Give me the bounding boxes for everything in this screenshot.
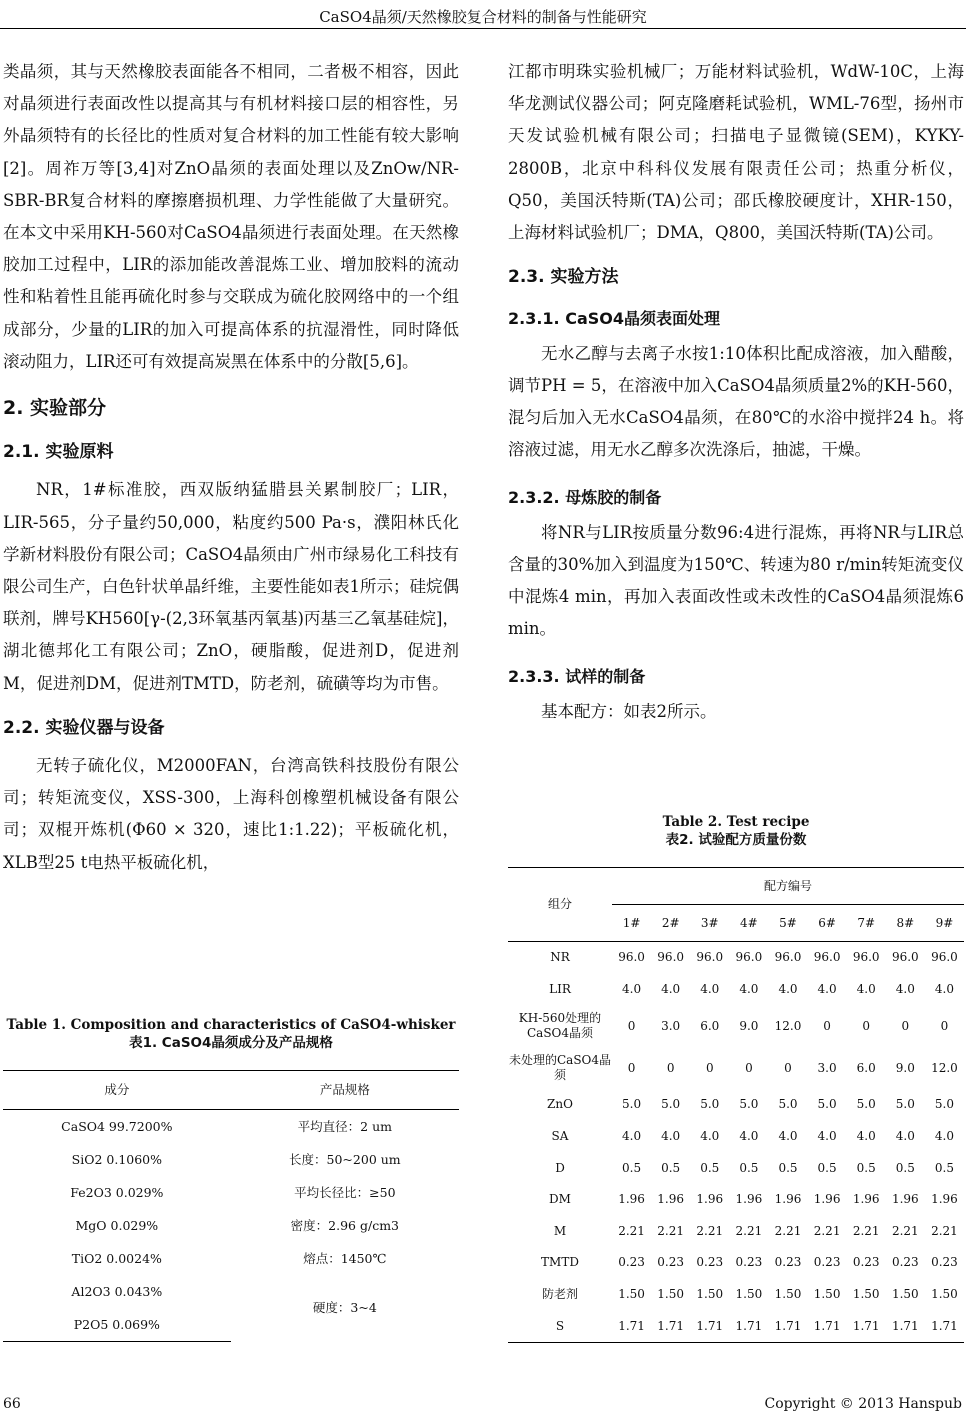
table-2-cell: 4.0	[661, 1129, 681, 1144]
right-column	[508, 56, 964, 728]
table-2-cell: 0.5	[700, 1160, 720, 1175]
table-row	[508, 1216, 964, 1248]
table-2-cell: 1.96	[657, 1192, 685, 1207]
table-2-cell: 1.96	[931, 1192, 958, 1207]
table-2-cell: 0.23	[657, 1255, 685, 1270]
table-1-cell: 熔点：1450℃	[303, 1250, 387, 1266]
table-2-cell: 0	[627, 1060, 636, 1075]
table-2-column-header: 9#	[925, 905, 964, 942]
table-2-cell: 0	[745, 1060, 753, 1075]
table-2-cell: 4.0	[934, 981, 954, 996]
table-2-row-label: SA	[551, 1129, 569, 1144]
table-row	[508, 1121, 964, 1153]
equipment-paragraph: 无转子硫化仪，M2000FAN，台湾高铁科技股份有限公司；转矩流变仪，XSS-300，上海科创橡塑机械设备有限公司；双棍开炼机(Φ60 × 320，速比1:1.22)；平板硫化机，XLB型25 t电热平板硫化机，	[3, 756, 459, 872]
table-2-cell: 2.21	[813, 1223, 841, 1238]
table-2-cell: 4.0	[661, 981, 681, 996]
table-2-row-label: 防老剂	[541, 1287, 578, 1302]
table-2-cell: 1.96	[813, 1192, 841, 1207]
table-2-row-label: DM	[549, 1192, 571, 1207]
table-2-cell: 4.0	[934, 1129, 954, 1144]
table-2-cell: 3.0	[817, 1060, 837, 1075]
table-2-cell: 1.50	[618, 1287, 645, 1302]
table-2-cell: 4.0	[817, 1129, 837, 1144]
table-2-cell: 2.21	[852, 1223, 880, 1238]
table-1-cell: 平均直径：2 um	[297, 1118, 393, 1134]
materials-paragraph: NR，1#标准胶，西双版纳猛腊县关累制胶厂；LIR，LIR-565，分子量约50,000，粘度约500 Pa·s，濮阳林氏化学新材料股份有限公司；CaSO4晶须由广州市绿易化工科技有限公司生产，白色针状单晶纤维，主要性能如表1所示；硅烷偶联剂，牌号KH560[γ-(2,3环氧基丙氧基)丙基三乙氧基硅烷]，湖北德邦化工有限公司；ZnO，硬脂酸，促进剂D，促进剂M，促进剂DM，促进剂TMTD，防老剂，硫磺等均为市售。	[3, 480, 459, 693]
table-1-cell: SiO2 0.1060%	[71, 1151, 163, 1167]
table-1-caption-en: Table 1. Composition and characteristics of CaSO4-whisker	[6, 1017, 456, 1033]
table-2-cell: 5.0	[895, 1097, 915, 1112]
table-1-header: 产品规格	[231, 1071, 459, 1110]
table-2-cell: 5.0	[739, 1097, 759, 1112]
table-2-cell: 0.23	[852, 1255, 880, 1270]
table-2-row-label: TMTD	[541, 1255, 579, 1270]
table-2-caption-cn: 表2. 试验配方质量份数	[665, 832, 807, 848]
table-2-cell: 1.71	[925, 1310, 964, 1342]
table-2-cell: 1.96	[891, 1192, 919, 1207]
table-2-cell: 96.0	[852, 950, 880, 965]
table-2-cell: 4.0	[856, 981, 876, 996]
table-1-cell: 平均长径比：≥50	[294, 1184, 396, 1200]
table-2-cell: 5.0	[817, 1097, 837, 1112]
table-row	[508, 1089, 964, 1121]
table-row	[508, 1279, 964, 1311]
table-2-cell: 4.0	[622, 981, 642, 996]
table-2-cell: 0.23	[696, 1255, 724, 1270]
section-2-2-heading: 2.2. 实验仪器与设备	[3, 717, 165, 738]
table-2-cell: 0.5	[778, 1160, 798, 1175]
table-2-cell: 96.0	[657, 950, 685, 965]
table-2-row-label: ZnO	[547, 1097, 573, 1112]
section-2-1-heading: 2.1. 实验原料	[3, 442, 114, 463]
table-2-cell: 1.50	[931, 1287, 958, 1302]
table-2-column-header: 5#	[768, 905, 807, 942]
table-2-cell: 0	[862, 1018, 871, 1033]
table-2-cell: 1.96	[696, 1192, 724, 1207]
table-2-cell: 0.5	[817, 1160, 837, 1175]
table-2-column-header: 4#	[729, 905, 768, 942]
table-2-cell: 1.50	[696, 1287, 724, 1302]
table-2-cell: 5.0	[622, 1097, 642, 1112]
table-2-column-header: 2#	[651, 905, 690, 942]
table-2-cell: 1.71	[690, 1310, 729, 1342]
table-2-cell: 0.23	[931, 1255, 958, 1270]
table-1-cell: CaSO4 99.7200%	[61, 1118, 173, 1134]
table-1-cell: 密度：2.96 g/cm3	[290, 1217, 399, 1233]
table-2-cell: 4.0	[739, 981, 759, 996]
table-row	[508, 942, 964, 974]
table-2-cell: 1.71	[808, 1310, 847, 1342]
table-1-cell: TiO2 0.0024%	[71, 1250, 162, 1266]
table-2-cell: 4.0	[778, 981, 798, 996]
table-2-cell: 1.96	[618, 1192, 645, 1207]
table-2-cell: 96.0	[813, 950, 841, 965]
table-2-cell: 2.21	[774, 1223, 802, 1238]
table-row	[508, 1005, 964, 1047]
table-row	[508, 1152, 964, 1184]
table-2-cell: 6.0	[700, 1018, 720, 1033]
table-2	[508, 813, 964, 1343]
table-2-cell: 0.5	[934, 1160, 954, 1175]
table-2-cell: 0.23	[735, 1255, 763, 1270]
table-2-cell: 4.0	[739, 1129, 759, 1144]
running-header: CaSO4晶须/天然橡胶复合材料的制备与性能研究	[319, 8, 647, 26]
table-2-cell: 2.21	[891, 1223, 919, 1238]
table-1	[3, 1016, 459, 1342]
table-2-cell: 1.71	[768, 1310, 807, 1342]
table-2-column-header: 6#	[808, 905, 847, 942]
table-2-cell: 2.21	[618, 1223, 645, 1238]
table-2-cell: 4.0	[700, 981, 720, 996]
table-2-cell: 3.0	[661, 1018, 681, 1033]
table-1-cell: Fe2O3 0.029%	[70, 1184, 164, 1200]
copyright: Copyright © 2013 Hanspub	[764, 1396, 962, 1412]
sample-prep-paragraph: 基本配方：如表2所示。	[541, 701, 717, 721]
table-2-cell: 1.50	[891, 1287, 919, 1302]
table-2-column-header: 7#	[847, 905, 886, 942]
table-2-cell: 9.0	[895, 1060, 915, 1075]
table-2-row-label: KH-560处理的CaSO4晶须	[518, 1011, 602, 1041]
table-2-cell: 0	[627, 1018, 636, 1033]
left-column	[3, 56, 459, 879]
table-2-row-label: 未处理的CaSO4晶须	[508, 1053, 612, 1083]
table-2-cell: 6.0	[856, 1060, 876, 1075]
table-2-cell: 1.71	[729, 1310, 768, 1342]
table-2-cell: 0.23	[774, 1255, 802, 1270]
table-2-cell: 2.21	[696, 1223, 724, 1238]
table-1-cell: Al2O3 0.043%	[71, 1283, 163, 1299]
table-1-caption-cn: 表1. CaSO4晶须成分及产品规格	[129, 1035, 333, 1051]
table-2-cell: 5.0	[856, 1097, 876, 1112]
table-2-cell: 0.5	[856, 1160, 876, 1175]
masterbatch-paragraph: 将NR与LIR按质量分数96:4进行混炼，再将NR与LIR总含量的30%加入到温度为150℃、转速为80 r/min转矩流变仪中混炼4 min，再加入表面改性或未改性的CaSO4晶须混炼6 min。	[508, 522, 964, 639]
table-2-cell: 0.23	[813, 1255, 841, 1270]
table-2-cell: 1.50	[813, 1287, 841, 1302]
table-2-cell: 5.0	[778, 1097, 798, 1112]
table-2-cell: 0.23	[891, 1255, 919, 1270]
table-2-cell: 1.50	[774, 1287, 802, 1302]
table-2-cell: 12.0	[931, 1060, 958, 1075]
table-2-cell: 1.50	[735, 1287, 763, 1302]
table-2-column-header: 1#	[612, 905, 651, 942]
page-number: 66	[3, 1396, 21, 1412]
table-2-cell: 96.0	[735, 950, 763, 965]
table-2-cell: 0	[940, 1018, 949, 1033]
section-2-3-3-heading: 2.3.3. 试样的制备	[508, 667, 646, 687]
table-2-row-label: D	[555, 1160, 565, 1175]
table-1-cell: P2O5 0.069%	[3, 1308, 231, 1342]
table-2-cell: 2.21	[657, 1223, 685, 1238]
table-2-cell: 1.71	[612, 1310, 651, 1342]
table-2-cell: 96.0	[618, 950, 645, 965]
table-2-cell: 5.0	[700, 1097, 720, 1112]
table-row	[508, 1184, 964, 1216]
table-1-cell: 硬度：3~4	[312, 1300, 377, 1316]
section-2-3-2-heading: 2.3.2. 母炼胶的制备	[508, 488, 662, 508]
table-2-cell: 0.5	[895, 1160, 915, 1175]
table-2-column-header: 8#	[886, 905, 925, 942]
table-2-cell: 0	[823, 1018, 831, 1033]
table-2-cell: 5.0	[934, 1097, 954, 1112]
table-2-cell: 4.0	[622, 1129, 642, 1144]
equipment-continued-paragraph: 江都市明珠实验机械厂；万能材料试验机，WdW-10C，上海华龙测试仪器公司；阿克隆磨耗试验机，WML-76型，扬州市天发试验机械有限公司；扫描电子显微镜(SEM)，KYKY-2800B，北京中科科仪发展有限责任公司；热重分析仪，Q50，美国沃特斯(TA)公司；邵氏橡胶硬度计，XHR-150，上海材料试验机厂；DMA，Q800，美国沃特斯(TA)公司。	[508, 62, 964, 243]
table-2-group-header: 组分	[508, 868, 612, 942]
table-2-row-label: NR	[550, 950, 570, 965]
table-2-cell: 0	[901, 1018, 910, 1033]
intro-paragraph: 类晶须，其与天然橡胶表面能各不相同，二者极不相容，因此对晶须进行表面改性以提高其与有机材料接口层的相容性，另外晶须特有的长径比的性质对复合材料的加工性能有较大影响[2]。周祚万等[3,4]对ZnO晶须的表面处理以及ZnOw/NR-SBR-BR复合材料的摩擦磨损机理、力学性能做了大量研究。在本文中采用KH-560对CaSO4晶须进行表面处理。在天然橡胶加工过程中，LIR的添加能改善混炼工业、增加胶料的流动性和粘着性且能再硫化时参与交联成为硫化胶网络中的一个组成部分，少量的LIR的加入可提高体系的抗湿滑性，同时降低滚动阻力，LIR还可有效提高炭黑在体系中的分散[5,6]。	[3, 62, 459, 371]
section-2-3-heading: 2.3. 实验方法	[508, 267, 619, 288]
table-2-cell: 2.21	[735, 1223, 763, 1238]
table-2-row-label: M	[553, 1223, 567, 1238]
table-2-cell: 12.0	[774, 1018, 802, 1033]
table-2-cell: 4.0	[895, 981, 915, 996]
section-2-heading: 2. 实验部分	[3, 397, 107, 420]
table-2-cell: 4.0	[700, 1129, 720, 1144]
table-1-header: 成分	[3, 1071, 231, 1110]
table-row	[508, 1310, 964, 1342]
table-2-cell: 1.71	[651, 1310, 690, 1342]
table-2-cell: 0	[666, 1060, 675, 1075]
table-2-cell: 0	[705, 1060, 714, 1075]
table-2-recipe-header: 配方编号	[612, 868, 964, 905]
table-2-cell: 4.0	[856, 1129, 876, 1144]
table-2-cell: 4.0	[778, 1129, 798, 1144]
table-2-cell: 96.0	[891, 950, 919, 965]
table-2-cell: 0.5	[622, 1160, 642, 1175]
table-2-cell: 9.0	[739, 1018, 759, 1033]
table-2-cell: 96.0	[696, 950, 724, 965]
table-2-row-label: S	[508, 1310, 612, 1342]
table-2-cell: 1.96	[735, 1192, 763, 1207]
table-2-cell: 1.50	[852, 1287, 880, 1302]
table-2-row-label: LIR	[549, 981, 571, 996]
table-2-cell: 0.5	[739, 1160, 759, 1175]
table-2-cell: 4.0	[895, 1129, 915, 1144]
table-row	[508, 1247, 964, 1279]
table-2-cell: 96.0	[931, 950, 958, 965]
table-2-cell: 5.0	[661, 1097, 681, 1112]
treatment-paragraph: 无水乙醇与去离子水按1:10体积比配成溶液，加入醋酸，调节PH = 5，在溶液中加入CaSO4晶须质量2%的KH-560，混匀后加入无水CaSO4晶须，在80℃的水浴中搅拌24 h。将溶液过滤，用无水乙醇多次洗涤后，抽滤，干燥。	[508, 343, 964, 460]
table-1-cell: MgO 0.029%	[75, 1217, 159, 1233]
table-2-cell: 2.21	[931, 1223, 958, 1238]
section-2-3-1-heading: 2.3.1. CaSO4晶须表面处理	[508, 309, 721, 329]
table-2-caption-en: Table 2. Test recipe	[662, 814, 810, 830]
table-row	[508, 1047, 964, 1089]
table-2-column-header: 3#	[690, 905, 729, 942]
table-2-cell: 1.96	[852, 1192, 880, 1207]
table-2-cell: 1.71	[886, 1310, 925, 1342]
table-2-cell: 1.50	[657, 1287, 685, 1302]
table-2-cell: 0	[784, 1060, 792, 1075]
table-1-cell: 长度：50~200 um	[289, 1151, 401, 1167]
header-rule	[0, 28, 966, 29]
table-2-cell: 96.0	[774, 950, 802, 965]
table-row	[508, 974, 964, 1006]
table-2-cell: 1.96	[774, 1192, 802, 1207]
table-2-cell: 1.71	[847, 1310, 886, 1342]
table-2-cell: 0.5	[661, 1160, 681, 1175]
table-2-cell: 0.23	[618, 1255, 645, 1270]
table-2-cell: 4.0	[817, 981, 837, 996]
